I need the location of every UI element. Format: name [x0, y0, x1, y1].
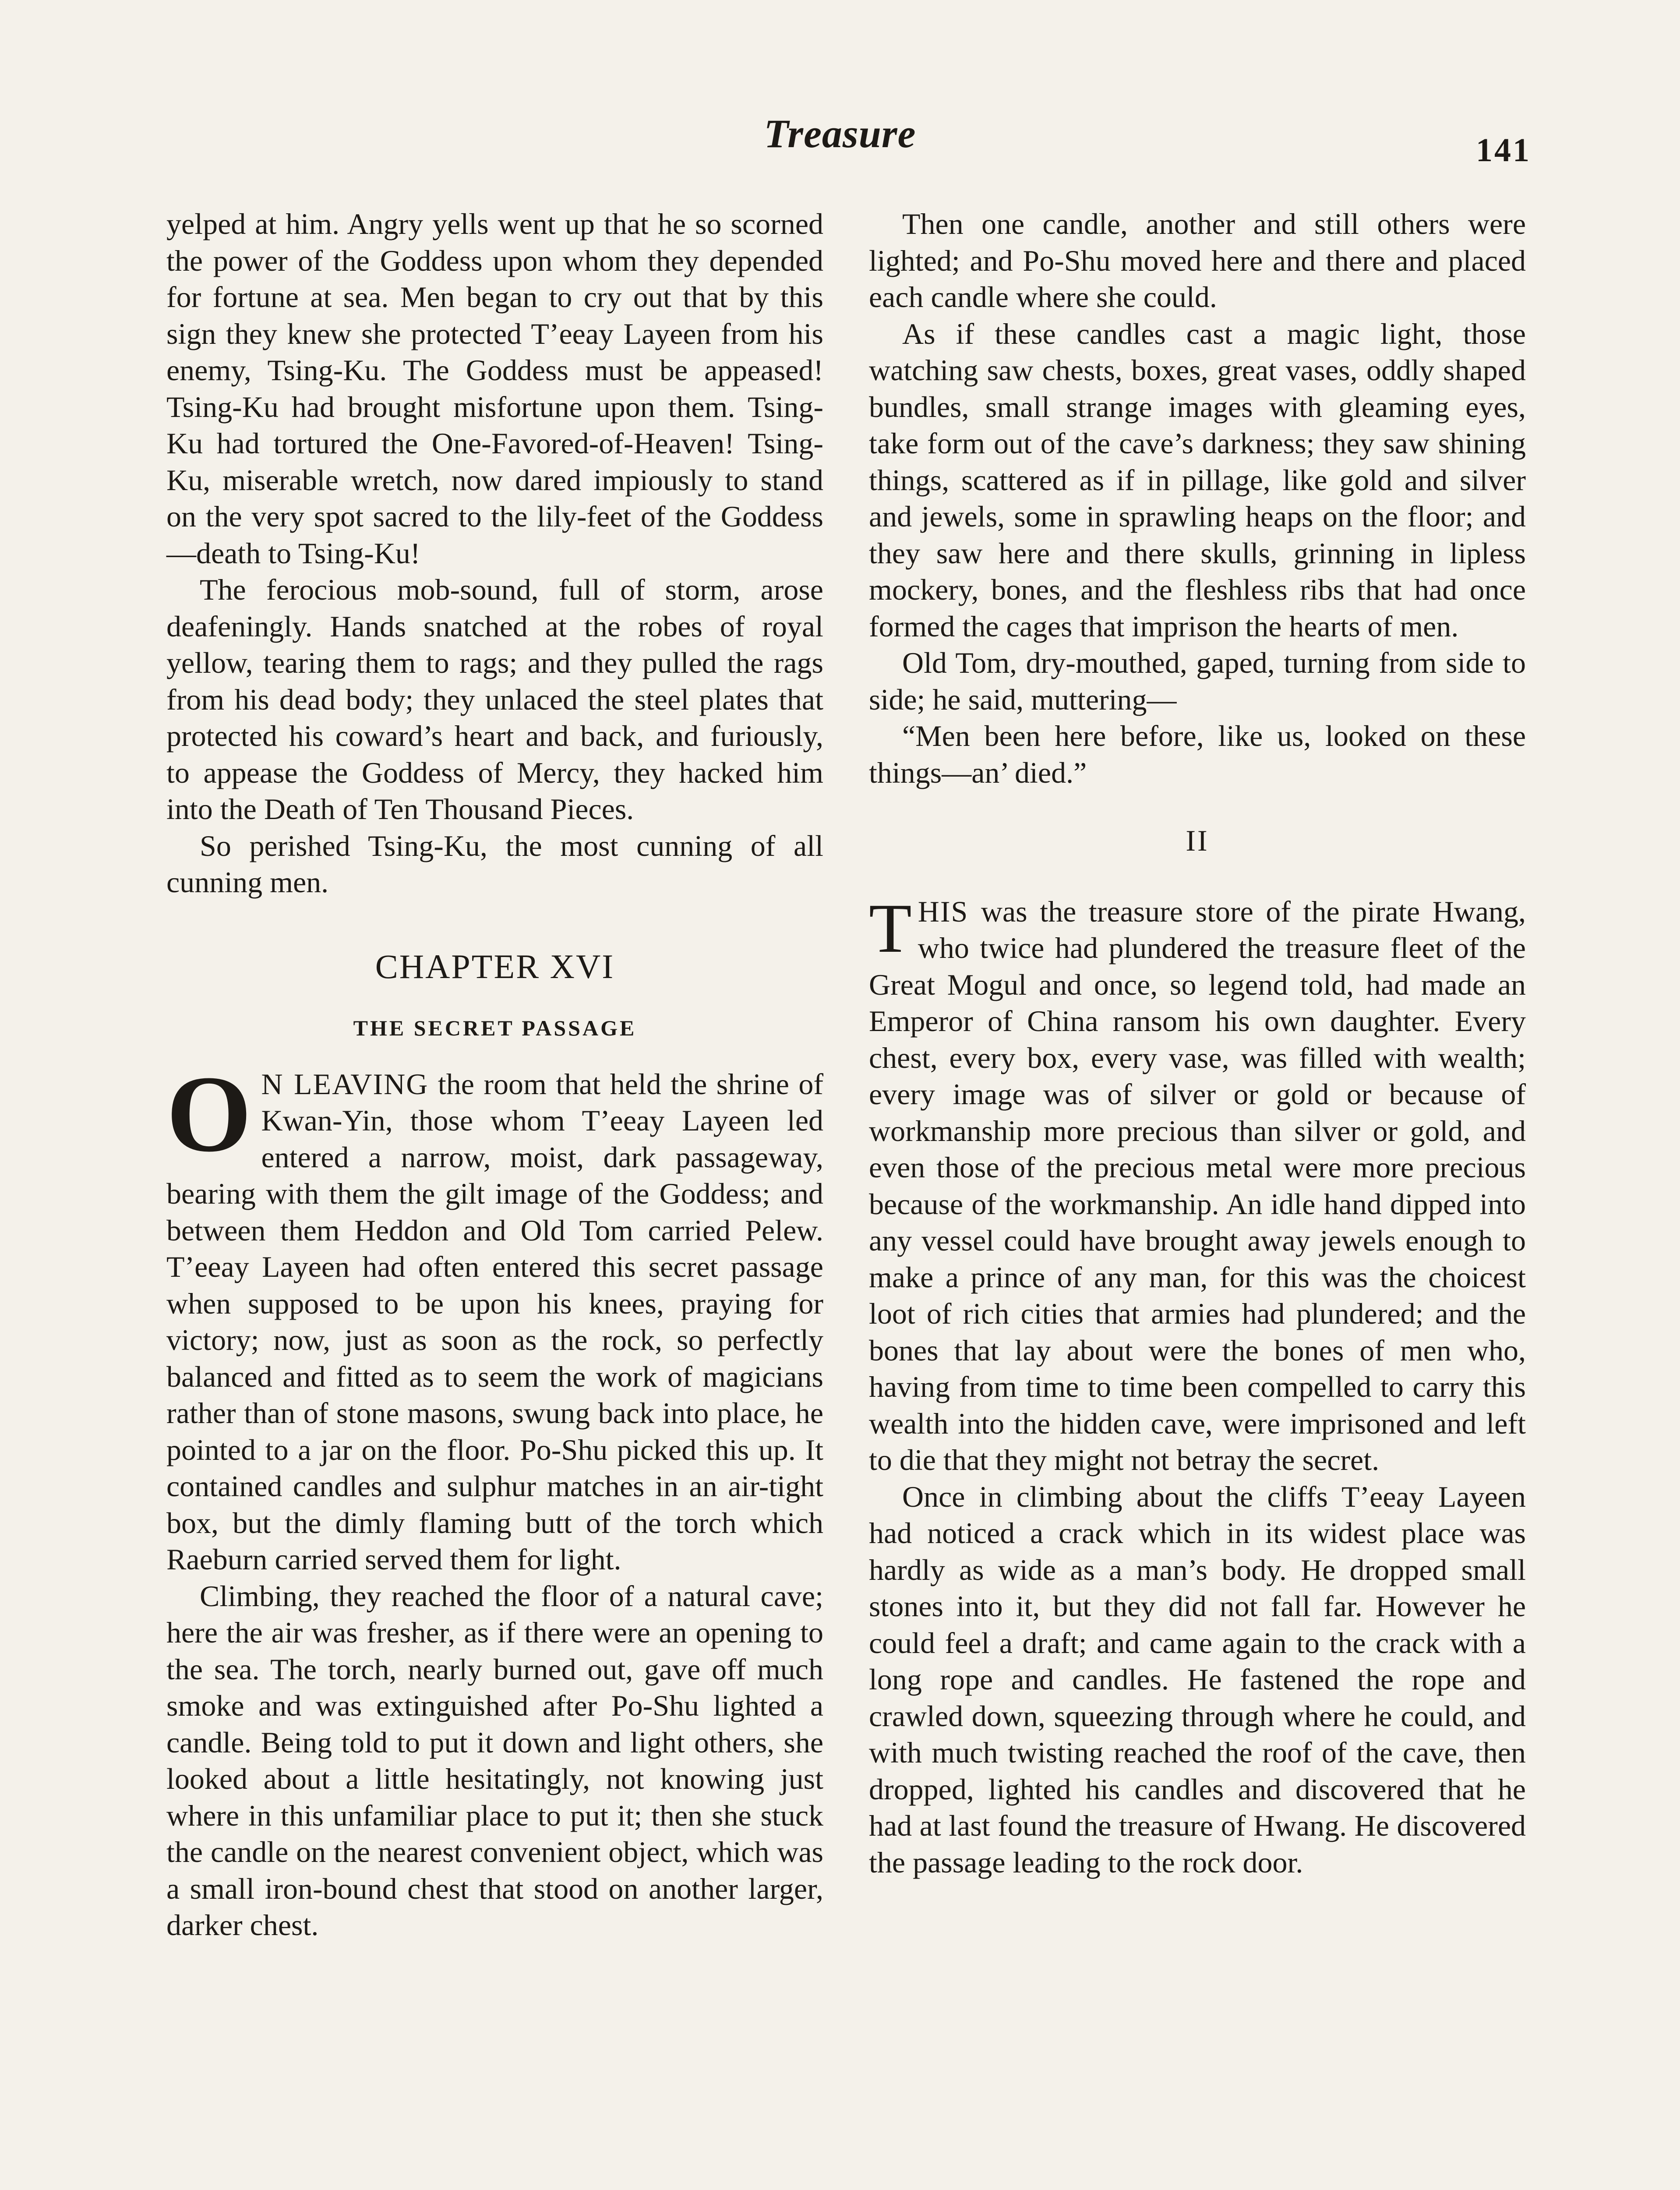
page-number: 141 — [1476, 132, 1531, 169]
paragraph: Once in climbing about the cliffs T’eeay Layeen had noticed a crack which in its widest place was hardly as wide as a man’s body. He dropped small stones into it, but they did not fall far. However he could feel a draft; and came again to the crack with a long rope and candles. He fastened the rope and crawled down, squeezing through where he could, and with much twisting reached the roof of the cave, then dropped, lighted his candles and discovered that he had at last found the treasure of Hwang. He discovered the passage leading to the rock door. — [869, 1480, 1526, 1879]
paragraph-text: was the treasure store of the pirate Hwang, who twice had plundered the treasure fleet of the Great Mogul and once, so legend told, had made an Emperor of China ransom his own daughter. Every chest, every box, every vase, was filled with wealth; every image was of silver or gold or because of workmanship more precious than silver or gold, and even those of the precious metal were more precious because of the workmanship. An idle hand dipped into any vessel could have brought away jewels enough to make a prince of any man, for this was the choicest loot of rich cities that armies had plundered; and the bones that lay about were the bones of men who, having from time to time been compelled to carry this wealth into the hidden cave, were imprisoned and left to die that they might not betray the secret. — [869, 894, 1526, 1476]
chapter-opening-paragraph — [166, 1053, 823, 1578]
paragraph: Climbing, they reached the floor of a natural cave; here the air was fresher, as if there were an opening to the sea. The torch, nearly burned out, gave off much smoke and was extinguished after Po-Shu lighted a candle. Being told to put it down and light others, she looked about a little hesitatingly, not knowing just where in this unfamiliar place to put it; then she stuck the candle on the nearest convenient object, which was a small iron-bound chest that stood on another larger, darker chest. — [166, 1579, 823, 1942]
drop-cap: O — [166, 1053, 252, 1175]
chapter-heading: CHAPTER XVI — [375, 947, 615, 986]
section-opening-paragraph — [869, 889, 1526, 1479]
drop-cap: T — [869, 889, 912, 967]
paragraph: yelped at him. Angry yells went up that he so scorned the power of the Goddess upon whom they depended for fortune at sea. Men began to cry out that by this sign they knew she protected T’eeay Layeen from his enemy, Tsing-Ku. The Goddess must be appeased! Tsing-Ku had brought misfortune upon them. Tsing-Ku had tortured the One-Favored-of-Heaven! Tsing-Ku, miserable wretch, now dared impiously to stand on the very spot sacred to the lily-feet of the Goddess—death to Tsing-Ku! — [166, 207, 823, 570]
paragraph: As if these candles cast a magic light, those watching saw chests, boxes, great vases, oddly shaped bundles, small strange images with gleaming eyes, take form out of the cave’s darkness; they saw shining things, scattered as if in pillage, like gold and silver and jewels, some in sprawling heaps on the floor; and they saw here and there skulls, grinning in lipless mockery, bones, and the fleshless ribs that had once formed the cages that imprison the hearts of men. — [869, 317, 1526, 643]
paragraph: “Men been here before, like us, looked on these things—an’ died.” — [869, 719, 1526, 789]
paragraph: Old Tom, dry-mouthed, gaped, turning from side to side; he said, muttering— — [869, 646, 1526, 716]
lead-in-caps: HIS — [918, 894, 969, 928]
chapter-subtitle: THE SECRET PASSAGE — [353, 1016, 637, 1040]
paragraph: The ferocious mob-sound, full of storm, arose deafeningly. Hands snatched at the robes of royal yellow, tearing them to rags; and they pulled the rags from his dead body; they unlaced the steel plates that protected his coward’s heart and back, and furiously, to appease the Goddess of Mercy, they hacked him into the Death of Ten Thousand Pieces. — [166, 573, 823, 826]
section-heading: II — [1186, 824, 1209, 857]
left-column — [166, 206, 823, 1944]
paragraph-text: the room that held the shrine of Kwan-Yin, those whom T’eeay Layeen led entered a narrow, moist, dark passageway, bearing with them the gilt image of the Goddess; and between them Heddon and Old Tom carried Pelew. T’eeay Layeen had often entered this secret passage when supposed to be upon his knees, praying for victory; now, just as soon as the rock, so perfectly balanced and fitted as to seem the work of magicians rather than of stone masons, swung back into place, he pointed to a jar on the floor. Po-Shu picked this up. It contained candles and sulphur matches in an air-tight box, but the dimly flaming butt of the torch which Raeburn carried served them for light. — [166, 1067, 823, 1576]
lead-in-caps: N LEAVING — [261, 1067, 429, 1101]
right-column — [869, 206, 1526, 1881]
paragraph: So perished Tsing-Ku, the most cunning of all cunning men. — [166, 829, 823, 899]
paragraph: Then one candle, another and still others were lighted; and Po-Shu moved here and there and placed each candle where she could. — [869, 207, 1526, 314]
running-title: Treasure — [764, 111, 916, 156]
